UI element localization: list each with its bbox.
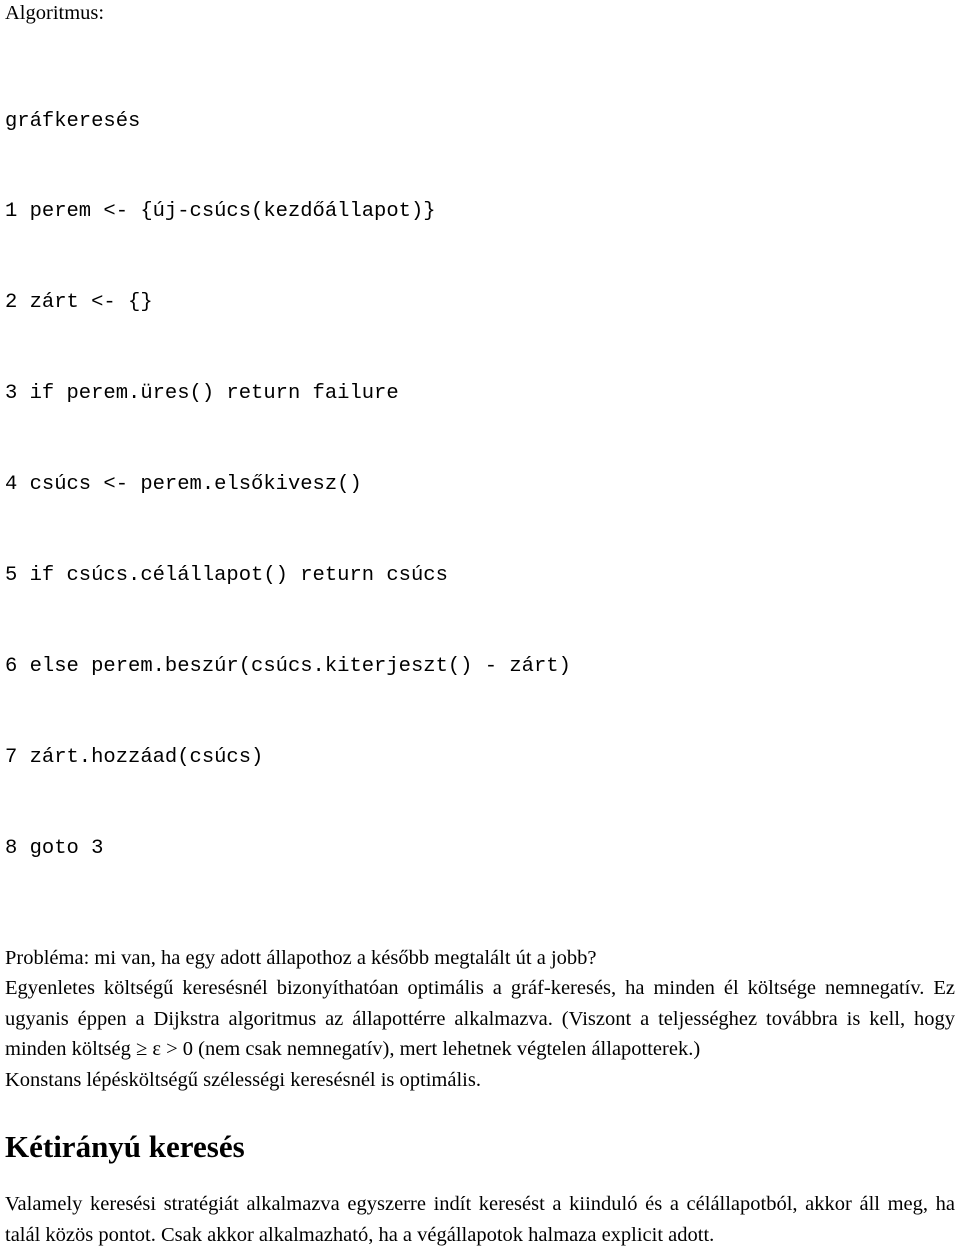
pseudocode-line: 8 goto 3 [5,836,104,860]
pseudocode-line: 6 else perem.beszúr(csúcs.kiterjeszt() - zárt) [5,654,571,678]
optimality-paragraph: Egyenletes költségű keresésnél bizonyíthatóan optimális a gráf-keresés, ha minden él költsége nemnegatív. Ez ugyanis éppen a Dijkstra algoritmus az állapottérre alkalmazva. (Viszont a teljességhez továbbra is kell, hogy minden költség ≥ ε > 0 (nem csak nemnegatív), mert lehetnek végtelen állapotterek.) [5,977,955,1061]
pseudocode-line: 4 csúcs <- perem.elsőkivesz() [5,473,362,497]
pseudocode-line: 2 zárt <- {} [5,291,153,315]
pseudocode-line: 1 perem <- {új-csúcs(kezdőállapot)} [5,200,436,224]
section-label: Algoritmus: [5,2,105,24]
bidirectional-paragraph: Valamely keresési stratégiát alkalmazva egyszerre indít keresést a kiinduló és a célállapotból, akkor áll meg, ha talál közös pontot. Csak akkor alkalmazható, ha a végállapotok halmaza explicit adott. [5,1193,955,1246]
document-page [5,0,955,1250]
pseudocode-line: 5 if csúcs.célállapot() return csúcs [5,564,448,588]
pseudocode-block [5,46,955,925]
section-heading: Kétirányú keresés [5,1129,245,1165]
pseudocode-title: gráfkeresés [5,109,141,133]
pseudocode-line: 3 if perem.üres() return failure [5,382,399,406]
problem-question: Probléma: mi van, ha egy adott állapothoz a később megtalált út a jobb? [5,946,597,969]
pseudocode-line: 7 zárt.hozzáad(csúcs) [5,745,264,769]
discussion-block [5,943,955,1096]
bfs-note: Konstans lépésköltségű szélességi keresésnél is optimális. [5,1068,481,1091]
